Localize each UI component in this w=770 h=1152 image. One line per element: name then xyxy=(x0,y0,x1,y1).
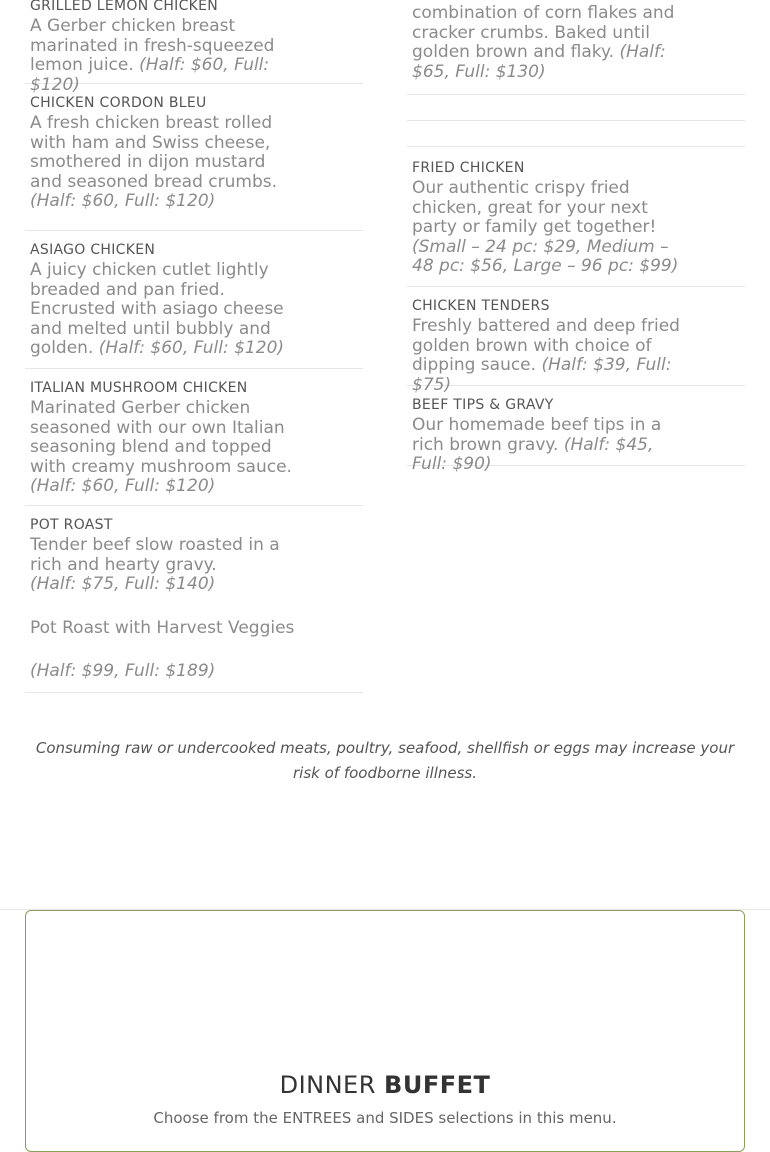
menu-item-text: A juicy chicken cutlet lightly breaded and pan fried. Encrusted with asiago cheese and melted until bubbly and golden. xyxy=(30,260,284,358)
menu-item-text: Tender beef slow roasted in a rich and hearty gravy. xyxy=(30,535,280,575)
menu-item-description xyxy=(30,261,300,359)
menu-item-fried-chicken xyxy=(407,147,745,287)
buffet-heading xyxy=(26,1071,744,1099)
menu-item-variant-price: (Half: $99, Full: $189) xyxy=(30,661,216,681)
menu-item-text: A Gerber chicken breast marinated in fresh-squeezed lemon juice. xyxy=(30,16,275,75)
menu-item-description xyxy=(30,399,300,497)
menu-item-price: (Half: $60, Full: $120) xyxy=(98,338,285,358)
menu-item-chicken-cordon-bleu xyxy=(25,84,363,231)
menu-item-description xyxy=(412,317,682,395)
buffet-subtitle: Choose from the ENTREES and SIDES selections in this menu. xyxy=(153,1109,617,1127)
menu-item-variant: Pot Roast with Harvest Veggies xyxy=(30,617,295,638)
menu-item-price: (Half: $60, Full: $120) xyxy=(30,191,216,211)
menu-item-italian-mushroom-chicken xyxy=(25,369,363,506)
menu-item-title: ITALIAN MUSHROOM CHICKEN xyxy=(30,380,248,396)
menu-item-title: BEEF TIPS & GRAVY xyxy=(412,397,554,413)
food-safety-disclaimer: Consuming raw or undercooked meats, poultry, seafood, shellfish or eggs may increase your risk of foodborne illness. xyxy=(35,739,735,782)
menu-item-title: CHICKEN TENDERS xyxy=(412,298,550,314)
menu-item-grilled-lemon-chicken xyxy=(25,0,363,95)
dinner-buffet-panel xyxy=(25,910,745,1152)
menu-item-title: POT ROAST xyxy=(30,517,113,533)
menu-item-price: (Half: $60, Full: $120) xyxy=(30,476,216,496)
menu-item-title: FRIED CHICKEN xyxy=(412,160,525,176)
menu-item-pot-roast xyxy=(25,506,363,693)
menu-item-price: (Half: $75, Full: $140) xyxy=(30,574,216,594)
menu-divider-row xyxy=(407,121,745,147)
buffet-heading-bold: BUFFET xyxy=(384,1071,491,1099)
menu-item-continued xyxy=(407,4,745,95)
menu-item-asiago-chicken xyxy=(25,231,363,369)
menu-item-description xyxy=(30,114,300,212)
menu-divider-row xyxy=(407,95,745,121)
menu-item-text: Our authentic crispy fried chicken, great for your next party or family get together! xyxy=(412,178,657,237)
buffet-heading-light: DINNER xyxy=(279,1071,376,1099)
menu-item-text: combination of corn flakes and cracker crumbs. Baked until golden brown and flaky. xyxy=(412,3,675,62)
menu-item-title: CHICKEN CORDON BLEU xyxy=(30,95,207,111)
menu-item-text: Freshly battered and deep fried golden brown with choice of dipping sauce. xyxy=(412,316,680,375)
menu-item-description xyxy=(30,536,300,595)
right-menu-column xyxy=(407,0,745,474)
menu-item-description xyxy=(412,416,682,475)
menu-item-chicken-tenders xyxy=(407,287,745,395)
menu-item-price: (Half: $45, Full: $90) xyxy=(412,434,654,474)
menu-item-beef-tips-gravy xyxy=(407,386,745,474)
menu-item-text: Marinated Gerber chicken seasoned with our own Italian seasoning blend and topped with creamy mushroom sauce. xyxy=(30,398,292,477)
menu-item-price: (Half: $60, Full: $120) xyxy=(30,55,270,95)
menu-item-title: ASIAGO CHICKEN xyxy=(30,242,156,258)
menu-item-title: GRILLED LEMON CHICKEN xyxy=(30,0,219,14)
menu-item-price: (Half: $39, Full: $75) xyxy=(412,355,672,395)
menu-item-text: Our homemade beef tips in a rich brown gravy. xyxy=(412,415,662,455)
menu-item-price: (Half: $65, Full: $130) xyxy=(412,42,666,82)
menu-item-description xyxy=(412,179,682,277)
left-menu-column xyxy=(25,0,363,693)
menu-item-description xyxy=(412,4,682,82)
menu-item-price: (Small – 24 pc: $29, Medium – 48 pc: $56, Large – 96 pc: $99) xyxy=(412,236,679,276)
menu-item-text: A fresh chicken breast rolled with ham and Swiss cheese, smothered in dijon mustard and seasoned bread crumbs. xyxy=(30,113,278,192)
